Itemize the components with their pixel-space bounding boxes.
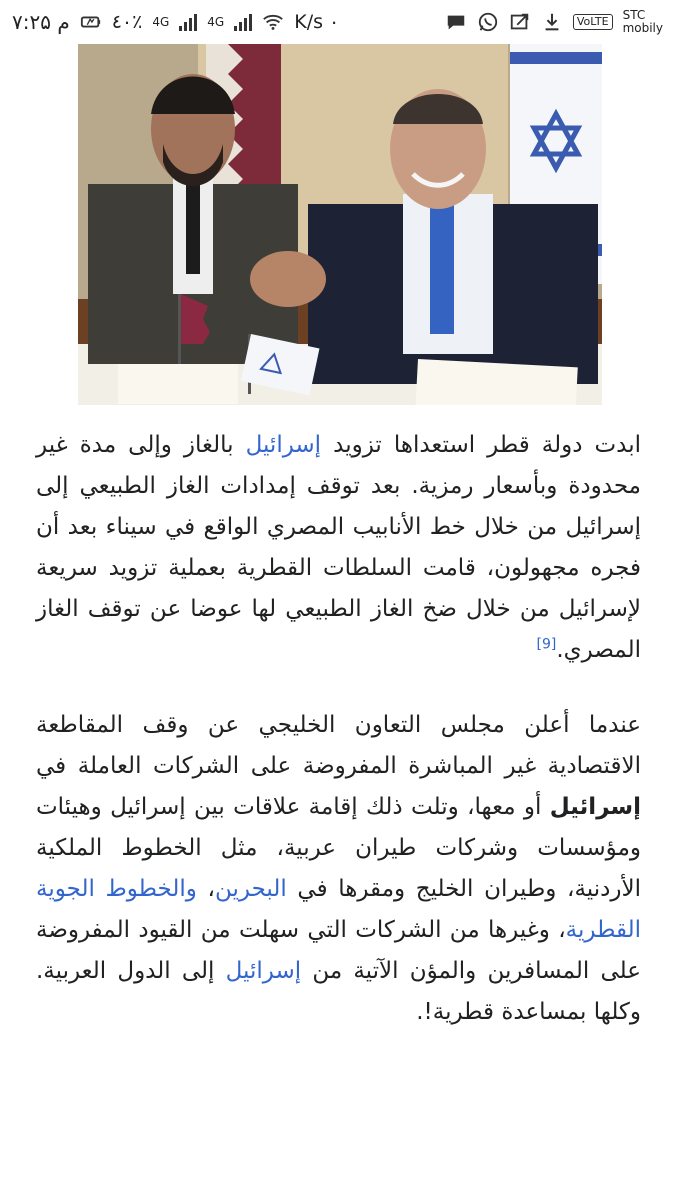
paragraph-gcc-boycott	[36, 705, 641, 1033]
link-israel-2[interactable]: إسرائيل	[225, 958, 302, 984]
text-segment: ،	[196, 876, 215, 902]
paragraph-qatar-gas	[36, 425, 641, 671]
status-bar	[0, 0, 675, 44]
wifi-icon	[262, 11, 284, 33]
text-segment: أو معها، وتلت ذلك إقامة علاقات بين إسرائيل وهيئات ومؤسسات وشركات طيران عربية، مثل الخطوط الملكية الأردنية، وطيران الخليج ومقرها في	[36, 794, 641, 902]
signal-icon-2	[234, 13, 252, 31]
clock: ۷:۲۵ م	[12, 10, 70, 34]
text-segment: بالغاز وإلى مدة غير محدودة وبأسعار رمزية. بعد توقف إمدادات الغاز الطبيعي إلى إسرائيل من خلال خط الأنابيب المصري الواقع في سيناء بعد أن فجره مجهولون، قامت السلطات القطرية بعملية تزويد سريعة لإسرائيل من خلال ضخ الغاز الطبيعي لها عوضا عن توقف الغاز المصري.	[36, 432, 641, 663]
share-icon	[509, 11, 531, 33]
carrier-1: STC	[622, 8, 646, 22]
battery-icon	[80, 11, 102, 33]
link-qatar-airways[interactable]: والخطوط الجوية القطرية	[36, 876, 641, 943]
text-segment: إلى الدول العربية. وكلها بمساعدة قطرية!.	[36, 958, 641, 1025]
network-type-2: 4G	[207, 14, 225, 29]
download-icon	[541, 11, 563, 33]
link-israel[interactable]: إسرائيل	[245, 432, 322, 458]
volte-badge: VoLTE	[573, 14, 613, 30]
article-photo[interactable]	[78, 44, 602, 405]
network-type-1: 4G	[152, 14, 170, 29]
bold-israel: إسرائيل	[549, 794, 641, 820]
status-bar-right	[445, 9, 663, 35]
whatsapp-icon	[477, 11, 499, 33]
text-segment: عندما أعلن مجلس التعاون الخليجي عن وقف المقاطعة الاقتصادية غير المباشرة المفروضة على الشركات العاملة في	[36, 712, 641, 779]
text-segment: ابدت دولة قطر استعداها تزويد	[321, 432, 641, 458]
chat-icon	[445, 11, 467, 33]
data-speed: K/s ۰	[294, 11, 340, 33]
reference-link[interactable]: [9]	[536, 636, 557, 653]
text-segment: ، وغيرها من الشركات التي سهلت من القيود المفروضة على المسافرين والمؤن الآتية من	[36, 917, 641, 984]
status-bar-left	[12, 10, 339, 34]
signal-icon-1	[179, 13, 197, 31]
link-bahrain[interactable]: البحرين	[214, 876, 287, 902]
battery-percent: ٤٠٪	[111, 11, 143, 33]
article-body	[36, 425, 641, 1067]
carrier-names	[623, 9, 663, 35]
carrier-2: mobily	[622, 21, 663, 35]
handshake-photo-illustration	[78, 44, 602, 405]
